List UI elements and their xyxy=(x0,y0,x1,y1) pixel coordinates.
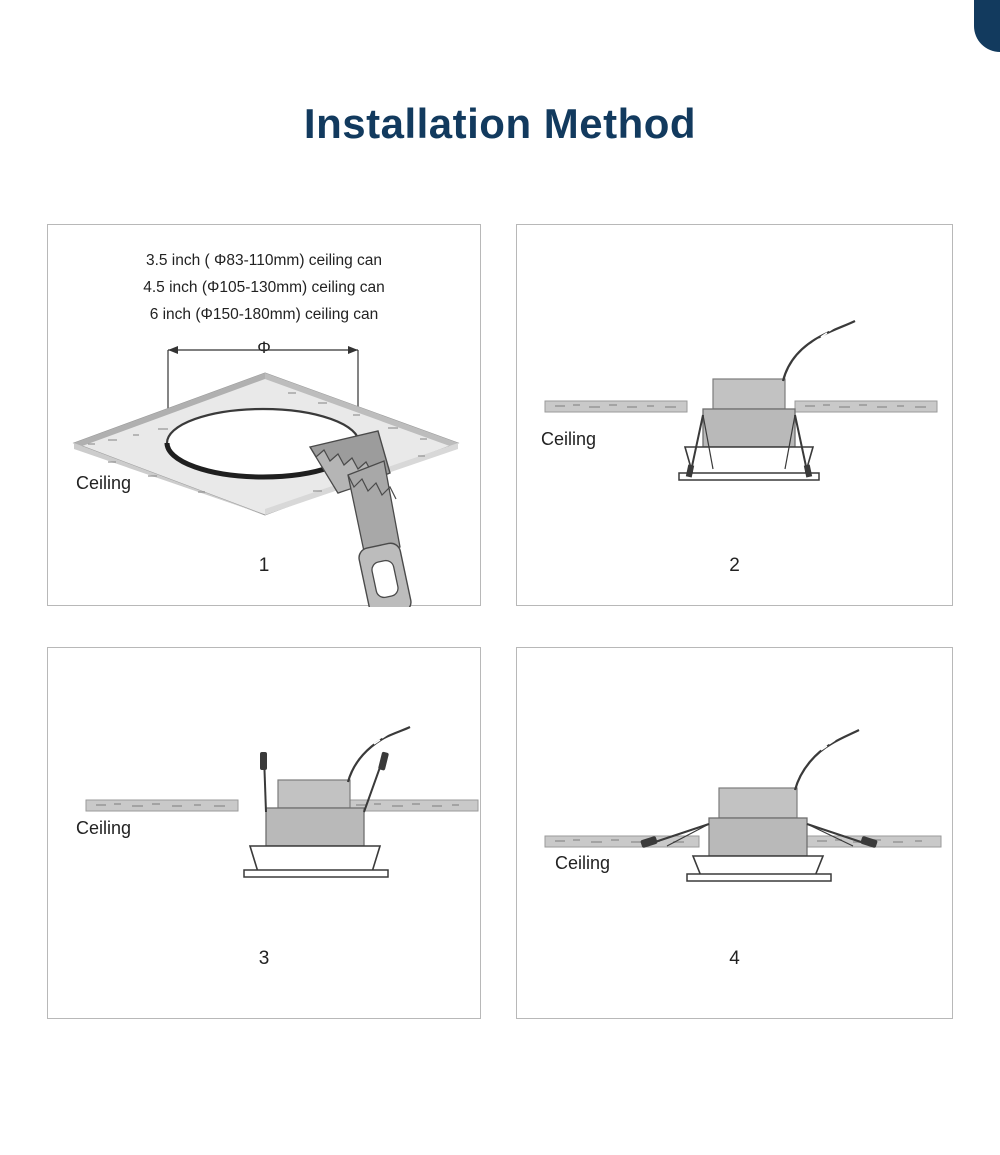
spec-line-2: 4.5 inch (Φ105-130mm) ceiling can xyxy=(143,279,385,296)
downlight-fixture-icon xyxy=(517,225,954,607)
ceiling-hole-icon xyxy=(48,225,482,607)
wire-icon xyxy=(348,727,410,782)
downlight-fixture-icon xyxy=(48,648,482,1020)
panel-step-2 xyxy=(516,224,953,606)
corner-accent xyxy=(974,0,1000,52)
wire-icon xyxy=(821,735,843,750)
ceiling-label: Ceiling xyxy=(555,853,611,873)
panel-step-4 xyxy=(516,647,953,1019)
step-number: 4 xyxy=(729,948,740,969)
page-title: Installation Method xyxy=(303,100,697,147)
step-number: 2 xyxy=(729,555,740,576)
ceiling-label: Ceiling xyxy=(76,818,132,838)
spec-line-1: 3.5 inch ( Φ83-110mm) ceiling can xyxy=(145,252,383,269)
downlight-fixture-icon xyxy=(517,648,954,1020)
ceiling-label: Ceiling xyxy=(541,429,597,449)
step-number: 1 xyxy=(258,555,270,576)
step-number: 3 xyxy=(258,948,270,969)
panel-step-1 xyxy=(47,224,481,606)
spec-line-3: 6 inch (Φ150-180mm) ceiling can xyxy=(149,306,379,323)
panel-step-3 xyxy=(47,647,481,1019)
wire-icon xyxy=(783,321,855,381)
wire-icon xyxy=(795,730,859,790)
dimension-label: Φ xyxy=(257,338,271,357)
ceiling-label: Ceiling xyxy=(76,473,132,493)
